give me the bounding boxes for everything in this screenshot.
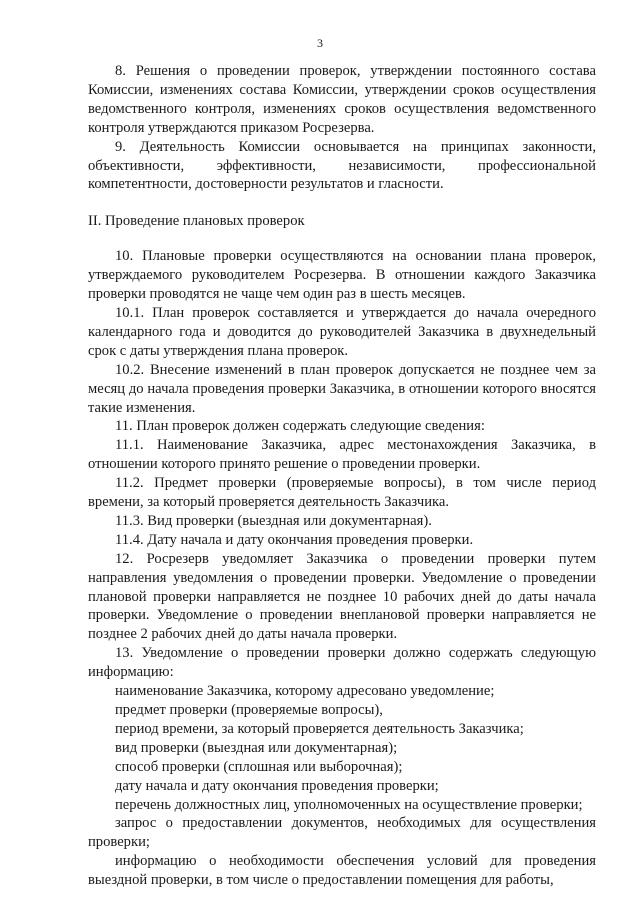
list-item: наименование Заказчика, которому адресовано уведомление; [115, 683, 495, 700]
paragraph-12: 12. Росрезерв уведомляет Заказчика о проведении проверки путем направления уведомления о проведении проверки. Уведомление о проведении плановой проверки направляется не позднее 10 рабочих дней до даты начала проверки. Уведомление о проведении внеплановой проверки направляется не позднее 2 рабочих дней до даты начала проверки. [88, 550, 596, 643]
paragraph-11-3: 11.3. Вид проверки (выездная или документарная). [115, 512, 432, 529]
paragraph-13: 13. Уведомление о проведении проверки должно содержать следующую информацию: [88, 645, 596, 681]
list-item: способ проверки (сплошная или выборочная); [115, 758, 403, 775]
list-item: вид проверки (выездная или документарная); [115, 739, 398, 756]
page-number: 3 [317, 36, 323, 50]
list-item: дату начала и дату окончания проведения проверки; [115, 777, 439, 794]
list-item: запрос о предоставлении документов, необходимых для осуществления проверки; [88, 815, 596, 851]
paragraph-8: 8. Решения о проведении проверок, утверждении постоянного состава Комиссии, изменениях состава Комиссии, утверждении сроков осуществления ведомственного контроля, изменениях сроков осуществления ведомственного контроля утверждаются приказом Росрезерва. [88, 63, 596, 136]
paragraph-10-2: 10.2. Внесение изменений в план проверок допускается не позднее чем за месяц до начала проведения проверки Заказчика, в отношении которого вносятся такие изменения. [88, 361, 596, 416]
section-heading: II. Проведение плановых проверок [88, 213, 305, 230]
list-item: перечень должностных лиц, уполномоченных на осуществление проверки; [115, 796, 583, 813]
paragraph-11-1: 11.1. Наименование Заказчика, адрес местонахождения Заказчика, в отношении которого принято решение о проведении проверки. [88, 437, 596, 473]
paragraph-10: 10. Плановые проверки осуществляются на основании плана проверок, утверждаемого руководителем Росрезерва. В отношении каждого Заказчика проверки проводятся не чаще чем один раз в шесть месяцев. [88, 248, 596, 303]
paragraph-9: 9. Деятельность Комиссии основывается на принципах законности, объективности, эффективности, независимости, профессиональной компетентности, достоверности результатов и гласности. [88, 138, 596, 193]
paragraph-11-4: 11.4. Дату начала и дату окончания проведения проверки. [115, 531, 474, 548]
list-item: информацию о необходимости обеспечения условий для проведения выездной проверки, в том числе о предоставлении помещения для работы, [88, 853, 596, 889]
list-item: период времени, за который проверяется деятельность Заказчика; [115, 720, 524, 737]
paragraph-11: 11. План проверок должен содержать следующие сведения: [115, 418, 485, 435]
list-item: предмет проверки (проверяемые вопросы), [115, 702, 383, 718]
paragraph-11-2: 11.2. Предмет проверки (проверяемые вопросы), в том числе период времени, за который проверяется деятельность Заказчика. [88, 475, 596, 511]
document-body [88, 62, 596, 890]
paragraph-10-1: 10.1. План проверок составляется и утверждается до начала очередного календарного года и доводится до руководителей Заказчика в двухнедельный срок с даты утверждения плана проверок. [88, 304, 596, 359]
